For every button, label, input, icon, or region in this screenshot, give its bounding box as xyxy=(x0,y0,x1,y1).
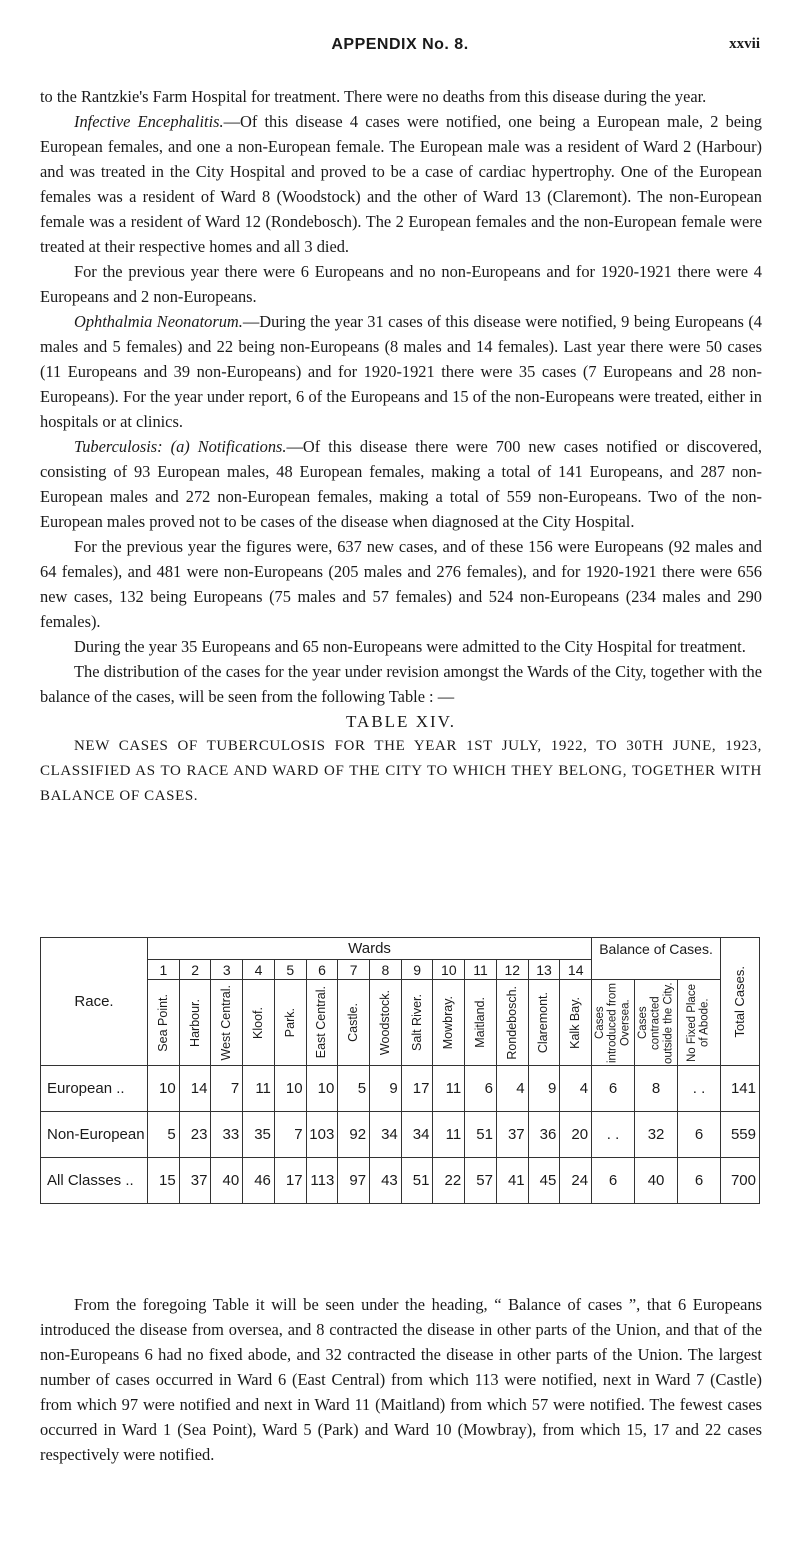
ward-name-header: Castle. xyxy=(338,980,370,1066)
balance-header: Balance of Cases. xyxy=(592,938,721,980)
paragraph: Infective Encephalitis.—Of this disease 4 cases were notified, one being a European male, 2 being European females, and one a non-European female. The European male was a resident of Ward 2 (Harbour) and was treated in the City Hospital and proved to be a case of cardiac hypertrophy. One of the European females was a resident of Ward 8 (Woodstock) and the other of Ward 13 (Claremont). The non-European female was a resident of Ward 12 (Rondebosch). The 2 European females and the non-European female were treated at their respective homes and all 3 died. xyxy=(40,112,762,256)
ward-count-cell: 23 xyxy=(179,1112,211,1158)
paragraph: Tuberculosis: (a) Notifications.—Of this disease there were 700 new cases notified or discovered, consisting of 93 European males, 48 European females, making a total of 141 Europeans, and 287 non-European males and 272 non-European females, making a total of 559 non-Europeans. Two of the non-European males proved not to be cases of the disease when diagnosed at the City Hospital. xyxy=(40,437,762,531)
tuberculosis-table xyxy=(40,937,760,1204)
ward-name-header: Woodstock. xyxy=(370,980,402,1066)
balance-column-header: No Fixed Place of Abode. xyxy=(678,980,721,1066)
ward-count-cell: 37 xyxy=(179,1158,211,1204)
ward-name-header: East Central. xyxy=(306,980,338,1066)
race-cell: European .. xyxy=(41,1066,148,1112)
ward-count-cell: 11 xyxy=(243,1066,275,1112)
ward-name-header: West Central. xyxy=(211,980,243,1066)
paragraph: The distribution of the cases for the year under revision amongst the Wards of the City, together with the balance of the cases, will be seen from the following Table : — xyxy=(40,662,762,706)
table-caption: NEW CASES OF TUBERCULOSIS FOR THE YEAR 1ST JULY, 1922, TO 30TH JUNE, 1923, CLASSIFIED AS TO RACE AND WARD OF THE CITY TO WHICH THEY BELONG, TOGETHER WITH BALANCE OF CASES. xyxy=(40,738,762,804)
paragraph: For the previous year there were 6 Europeans and no non-Europeans and for 1920-1921 there were 4 Europeans and 2 non-Europeans. xyxy=(40,262,762,306)
race-cell: All Classes .. xyxy=(41,1158,148,1204)
balance-count-cell: 6 xyxy=(678,1112,721,1158)
appendix-title: APPENDIX No. 8. xyxy=(331,36,469,53)
ward-count-cell: 5 xyxy=(338,1066,370,1112)
race-header: Race. xyxy=(41,938,148,1066)
ward-count-cell: 4 xyxy=(560,1066,592,1112)
ward-count-cell: 22 xyxy=(433,1158,465,1204)
ward-count-cell: 51 xyxy=(401,1158,433,1204)
ward-count-cell: 113 xyxy=(306,1158,338,1204)
page-header xyxy=(40,36,760,62)
ward-count-cell: 10 xyxy=(306,1066,338,1112)
paragraph-lead: Ophthalmia Neonatorum. xyxy=(74,312,243,331)
balance-count-cell: 6 xyxy=(592,1158,635,1204)
ward-count-cell: 20 xyxy=(560,1112,592,1158)
ward-count-cell: 4 xyxy=(496,1066,528,1112)
balance-count-cell: . . xyxy=(678,1066,721,1112)
ward-name-header: Park. xyxy=(274,980,306,1066)
ward-name-header: Harbour. xyxy=(179,980,211,1066)
ward-count-cell: 51 xyxy=(465,1112,497,1158)
paragraph: During the year 35 Europeans and 65 non-Europeans were admitted to the City Hospital for treatment. xyxy=(74,637,746,656)
ward-count-cell: 103 xyxy=(306,1112,338,1158)
ward-count-cell: 15 xyxy=(148,1158,180,1204)
ward-count-cell: 41 xyxy=(496,1158,528,1204)
balance-count-cell: 32 xyxy=(635,1112,678,1158)
wards-header: Wards xyxy=(148,938,592,960)
ward-number-header: 12 xyxy=(496,960,528,980)
ward-number-header: 1 xyxy=(148,960,180,980)
ward-number-header: 14 xyxy=(560,960,592,980)
table-row xyxy=(41,1158,760,1204)
ward-number-header: 11 xyxy=(465,960,497,980)
ward-count-cell: 36 xyxy=(528,1112,560,1158)
ward-name-header: Kalk Bay. xyxy=(560,980,592,1066)
ward-count-cell: 24 xyxy=(560,1158,592,1204)
page-number: xxvii xyxy=(729,36,760,52)
ward-count-cell: 40 xyxy=(211,1158,243,1204)
ward-count-cell: 33 xyxy=(211,1112,243,1158)
ward-number-header: 5 xyxy=(274,960,306,980)
ward-count-cell: 11 xyxy=(433,1066,465,1112)
ward-name-header: Mowbray. xyxy=(433,980,465,1066)
race-cell: Non-European xyxy=(41,1112,148,1158)
ward-count-cell: 17 xyxy=(401,1066,433,1112)
table-row xyxy=(41,1066,760,1112)
paragraph: Ophthalmia Neonatorum.—During the year 31 cases of this disease were notified, 9 being Europeans (4 males and 5 females) and 22 being non-Europeans (8 males and 14 females). Last year there were 50 cases (11 Europeans and 39 non-Europeans) and for 1920-1921 there were 35 cases (7 Europeans and 28 non-Europeans). For the year under report, 6 of the Europeans and 15 of the non-Europeans were treated, either in hospitals or at clinics. xyxy=(40,312,763,431)
ward-count-cell: 6 xyxy=(465,1066,497,1112)
ward-count-cell: 7 xyxy=(274,1112,306,1158)
ward-number-header: 3 xyxy=(211,960,243,980)
paragraph-lead: Infective Encephalitis. xyxy=(74,112,224,131)
ward-number-header: 13 xyxy=(528,960,560,980)
ward-count-cell: 57 xyxy=(465,1158,497,1204)
ward-number-header: 6 xyxy=(306,960,338,980)
balance-count-cell: 6 xyxy=(678,1158,721,1204)
ward-name-header: Kloof. xyxy=(243,980,275,1066)
total-cell: 700 xyxy=(720,1158,759,1204)
ward-count-cell: 34 xyxy=(370,1112,402,1158)
balance-count-cell: 40 xyxy=(635,1158,678,1204)
balance-count-cell: 8 xyxy=(635,1066,678,1112)
paragraph: to the Rantzkie's Farm Hospital for treatment. There were no deaths from this disease during the year. xyxy=(40,87,707,106)
ward-name-header: Rondebosch. xyxy=(496,980,528,1066)
paragraph-lead: Tuberculosis: (a) Notifications. xyxy=(74,437,287,456)
ward-count-cell: 46 xyxy=(243,1158,275,1204)
ward-count-cell: 9 xyxy=(528,1066,560,1112)
balance-count-cell: . . xyxy=(592,1112,635,1158)
ward-name-header: Maitland. xyxy=(465,980,497,1066)
ward-number-header: 10 xyxy=(433,960,465,980)
balance-column-header: Cases introduced from Oversea. xyxy=(592,980,635,1066)
ward-count-cell: 92 xyxy=(338,1112,370,1158)
ward-count-cell: 5 xyxy=(148,1112,180,1158)
total-cell: 141 xyxy=(720,1066,759,1112)
ward-count-cell: 10 xyxy=(274,1066,306,1112)
ward-count-cell: 11 xyxy=(433,1112,465,1158)
ward-name-header: Sea Point. xyxy=(148,980,180,1066)
ward-name-header: Claremont. xyxy=(528,980,560,1066)
ward-number-header: 4 xyxy=(243,960,275,980)
after-table-text xyxy=(40,1292,762,1467)
ward-count-cell: 34 xyxy=(401,1112,433,1158)
ward-count-cell: 43 xyxy=(370,1158,402,1204)
ward-count-cell: 7 xyxy=(211,1066,243,1112)
ward-count-cell: 9 xyxy=(370,1066,402,1112)
ward-count-cell: 14 xyxy=(179,1066,211,1112)
body-text xyxy=(40,84,762,809)
total-cases-header: Total Cases. xyxy=(720,938,759,1066)
paragraph: From the foregoing Table it will be seen under the heading, “ Balance of cases ”, that 6 Europeans introduced the disease from oversea, and 8 contracted the disease in other parts of the Union, and that of the non-Europeans 6 had no fixed abode, and 32 contracted the disease in other parts of the Union. The largest number of cases occurred in Ward 6 (East Central) from which 113 were notified, next in Ward 7 (Castle) from which 97 were notified and next in Ward 11 (Maitland) from which 57 were notified. The fewest cases occurred in Ward 1 (Sea Point), Ward 5 (Park) and Ward 10 (Mowbray), from which 15, 17 and 22 cases respectively were notified. xyxy=(40,1295,762,1464)
ward-count-cell: 97 xyxy=(338,1158,370,1204)
ward-number-header: 8 xyxy=(370,960,402,980)
ward-number-header: 2 xyxy=(179,960,211,980)
table-row xyxy=(41,1112,760,1158)
balance-column-header: Cases contracted outside the City. xyxy=(635,980,678,1066)
ward-count-cell: 37 xyxy=(496,1112,528,1158)
ward-name-header: Salt River. xyxy=(401,980,433,1066)
ward-count-cell: 45 xyxy=(528,1158,560,1204)
paragraph: For the previous year the figures were, 637 new cases, and of these 156 were Europeans (92 males and 64 females), and 481 were non-Europeans (205 males and 276 females), and for 1920-1921 there were 656 new cases, 132 being Europeans (75 males and 57 females) and 524 non-Europeans (234 males and 290 females). xyxy=(40,537,762,631)
ward-count-cell: 17 xyxy=(274,1158,306,1204)
ward-count-cell: 10 xyxy=(148,1066,180,1112)
ward-count-cell: 35 xyxy=(243,1112,275,1158)
total-cell: 559 xyxy=(720,1112,759,1158)
balance-count-cell: 6 xyxy=(592,1066,635,1112)
table-number: TABLE XIV. xyxy=(346,712,456,731)
ward-number-header: 9 xyxy=(401,960,433,980)
ward-number-header: 7 xyxy=(338,960,370,980)
